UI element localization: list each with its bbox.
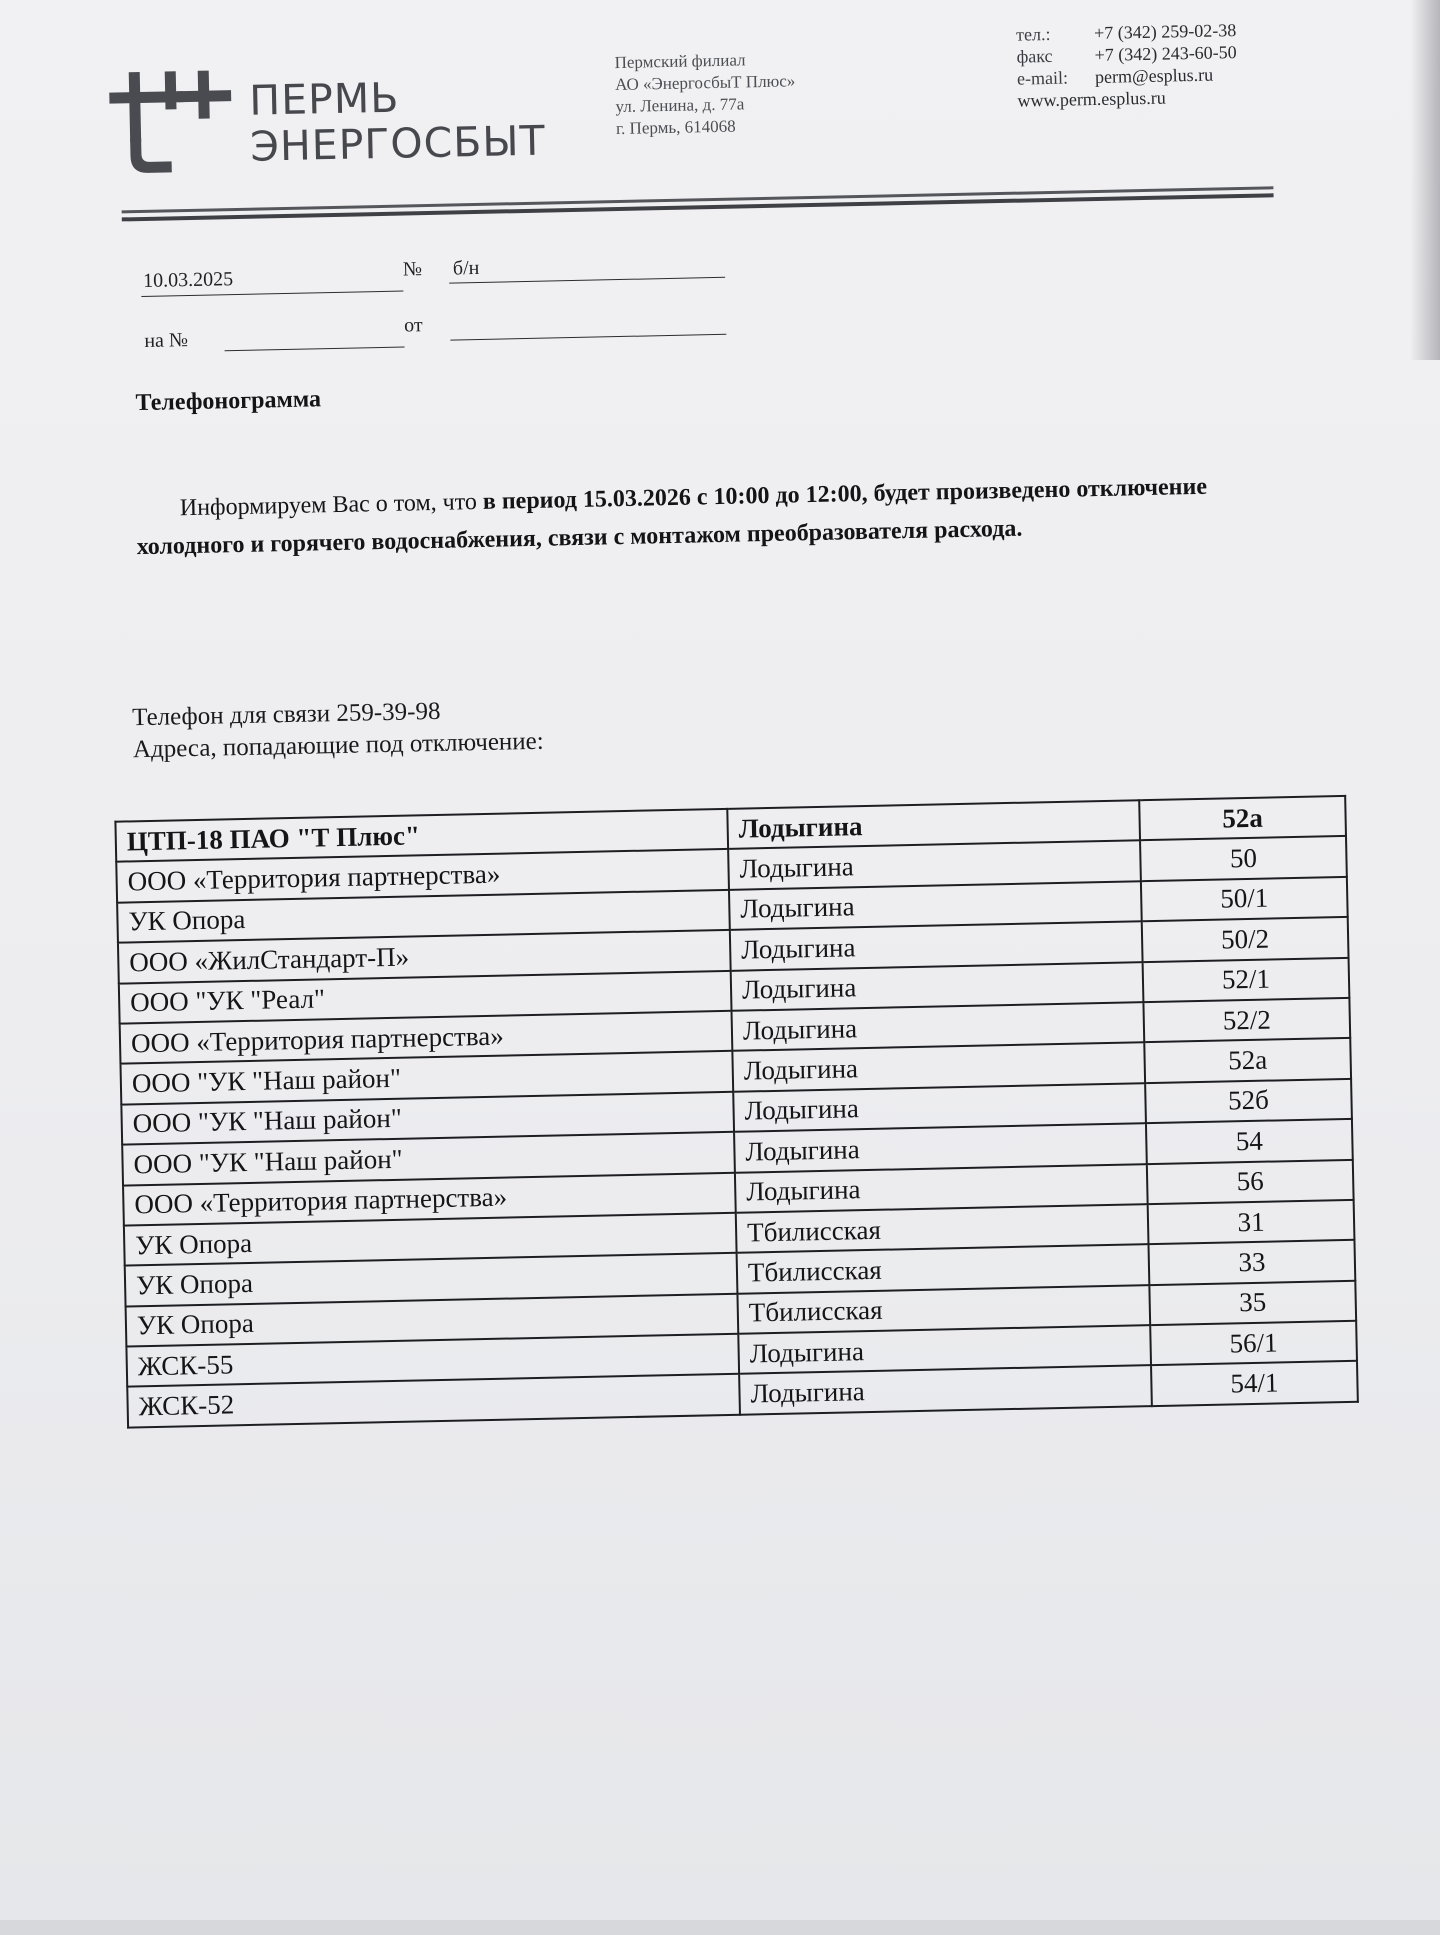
contact-phone: Телефон для связи 259-39-98: [131, 697, 441, 732]
notice-paragraph: [135, 466, 1306, 566]
house-number-cell: 54: [1146, 1119, 1353, 1164]
reference-label: на №: [144, 329, 189, 352]
notice-outage-details: в период 15.03.2026 с 10:00 до 12:00, будет произведено отключение холодного и горячего водоснабжения, связи с монтажом преобразователя расхода.: [136, 473, 1208, 561]
document-number: б/н: [452, 256, 480, 280]
addresses-table-body: [115, 796, 1357, 1427]
fax-value: +7 (342) 243-60-50: [1094, 42, 1237, 66]
organization-cell: ЖСК-52: [127, 1374, 740, 1427]
street-cell: Лодыгина: [728, 841, 1141, 890]
house-number-cell: 52/2: [1143, 998, 1350, 1043]
house-number-cell: 52а: [1139, 796, 1346, 841]
street-cell: Лодыгина: [732, 1043, 1145, 1092]
website: www.perm.esplus.ru: [1017, 87, 1167, 111]
number-label: №: [402, 258, 423, 281]
company-logo: [109, 58, 547, 185]
logo-wordmark: [249, 72, 546, 170]
tel-label: тел.:: [1015, 23, 1051, 45]
house-number-cell: 56: [1147, 1159, 1354, 1204]
email-row: [1017, 63, 1238, 90]
street-cell: Тбилисская: [737, 1244, 1150, 1293]
house-number-cell: 31: [1148, 1200, 1355, 1245]
contact-block: [1016, 19, 1238, 112]
organization-cell: ООО "УК "Реал": [119, 970, 732, 1023]
house-number-cell: 52/1: [1143, 957, 1350, 1002]
organization-cell: ЖСК-55: [126, 1334, 739, 1387]
house-number-cell: 52б: [1145, 1079, 1352, 1124]
email-label: e-mail:: [1016, 67, 1069, 89]
addresses-table: [114, 795, 1358, 1429]
email-value: perm@esplus.ru: [1094, 64, 1214, 88]
organization-cell: УК Опора: [125, 1253, 738, 1306]
house-number-cell: 50/2: [1142, 917, 1349, 962]
organization-cell: УК Опора: [126, 1293, 739, 1346]
organization-cell: ООО "УК "Наш район": [120, 1051, 733, 1104]
street-cell: Лодыгина: [730, 921, 1143, 970]
house-number-cell: 56/1: [1150, 1321, 1357, 1366]
notice-intro: Информируем Вас о том, что: [179, 488, 484, 522]
street-cell: Лодыгина: [731, 962, 1144, 1011]
street-cell: Лодыгина: [735, 1164, 1148, 1213]
from-label: от: [403, 314, 423, 337]
street-cell: Тбилисская: [736, 1204, 1149, 1253]
house-number-cell: 54/1: [1151, 1361, 1358, 1406]
house-number-cell: 50: [1140, 836, 1347, 881]
reference-underline: [225, 347, 405, 352]
organization-cell: ЦТП-18 ПАО "Т Плюс": [115, 809, 728, 862]
t-plus-logo-icon: [109, 64, 233, 179]
branch-line: ул. Ленина, д. 77а: [615, 94, 745, 117]
organization-cell: ООО «ЖилСтандарт-П»: [118, 930, 731, 983]
street-cell: Тбилисская: [737, 1285, 1150, 1334]
street-cell: Лодыгина: [738, 1325, 1151, 1374]
street-cell: Лодыгина: [739, 1366, 1152, 1415]
organization-cell: УК Опора: [124, 1213, 737, 1266]
logo-line-2: ЭНЕРГОСБЫТ: [249, 116, 547, 171]
branch-line: г. Пермь, 614068: [615, 116, 736, 139]
house-number-cell: 33: [1148, 1240, 1355, 1285]
tel-value: +7 (342) 259-02-38: [1093, 20, 1237, 44]
house-number-cell: 50/1: [1141, 877, 1348, 922]
organization-cell: ООО «Территория партнерства»: [120, 1011, 733, 1064]
house-number-cell: 35: [1149, 1281, 1356, 1326]
fax-label: факс: [1016, 45, 1053, 67]
document-date: 10.03.2025: [142, 268, 234, 292]
branch-line: Пермский филиал: [614, 50, 746, 73]
house-number-cell: 52а: [1144, 1038, 1351, 1083]
addresses-heading: Адреса, попадающие под отключение:: [132, 727, 544, 764]
street-cell: Лодыгина: [729, 881, 1142, 930]
branch-address: [614, 48, 796, 140]
from-underline: [450, 334, 726, 341]
document-title: Телефонограмма: [135, 386, 322, 417]
organization-cell: УК Опора: [117, 890, 730, 943]
street-cell: Лодыгина: [733, 1083, 1146, 1132]
organization-cell: ООО «Территория партнерства»: [123, 1172, 736, 1225]
logo-line-1: ПЕРМЬ: [248, 73, 400, 125]
street-cell: Лодыгина: [734, 1123, 1147, 1172]
number-underline: [449, 277, 725, 284]
branch-line: АО «ЭнергосбыТ Плюс»: [614, 71, 796, 95]
organization-cell: ООО «Территория партнерства»: [116, 849, 729, 902]
street-cell: Лодыгина: [727, 800, 1140, 849]
organization-cell: ООО "УК "Наш район": [121, 1092, 734, 1145]
organization-cell: ООО "УК "Наш район": [122, 1132, 735, 1185]
street-cell: Лодыгина: [732, 1002, 1145, 1051]
